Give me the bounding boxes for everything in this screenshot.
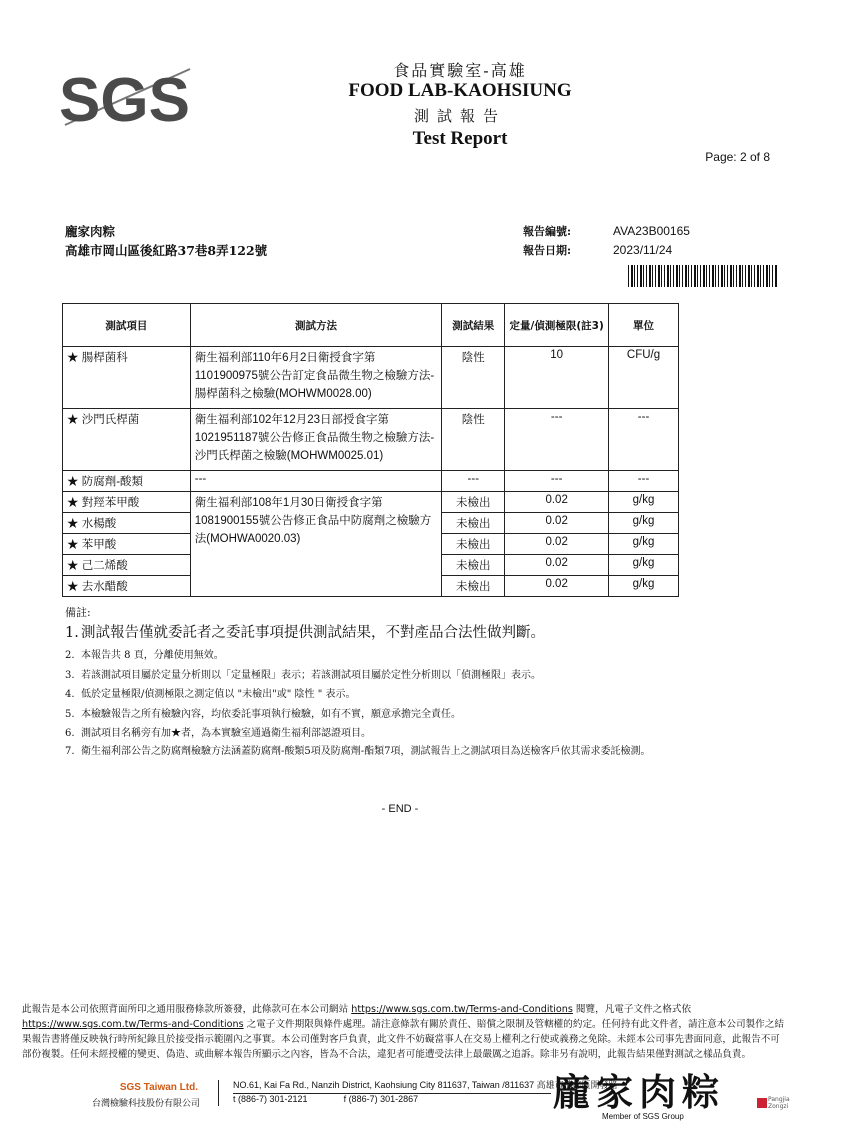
results-table <box>62 303 679 597</box>
header-result: 測試結果 <box>442 304 505 347</box>
row-unit: g/kg <box>609 492 679 513</box>
sgs-logo-text: SGS <box>59 66 190 135</box>
row-limit: 0.02 <box>505 513 609 534</box>
company-name-cn: 台灣檢驗科技股份有限公司 <box>91 1099 200 1109</box>
client-address: 高雄市岡山區後紅路37巷8弄122號 <box>65 243 268 258</box>
report-no-label: 報告編號: <box>523 225 572 238</box>
client-info <box>65 222 267 260</box>
header-method: 測試方法 <box>190 304 442 347</box>
row-method: --- <box>190 471 442 492</box>
notes-list <box>65 620 745 760</box>
client-name: 龐家肉粽 <box>65 224 116 239</box>
row-result: 未檢出 <box>442 492 505 513</box>
row-limit: 10 <box>505 347 609 409</box>
report-date-value: 2023/11/24 <box>613 243 673 257</box>
row-unit: g/kg <box>609 576 679 597</box>
row-result: 未檢出 <box>442 513 505 534</box>
note-item: 4. 低於定量極限/偵測極限之測定值以 "未檢出"或" 陰性 " 表示。 <box>65 689 356 700</box>
row-item: ★ 己二烯酸 <box>63 555 191 576</box>
row-item: ★ 對羥苯甲酸 <box>63 492 191 513</box>
row-result: 未檢出 <box>442 576 505 597</box>
row-limit: 0.02 <box>505 555 609 576</box>
company-name-en: SGS Taiwan Ltd. <box>119 1082 198 1093</box>
end-marker: - END - <box>381 803 419 815</box>
table-header-row <box>63 304 679 347</box>
notes-title: 備註: <box>65 606 91 619</box>
table-row <box>63 471 679 492</box>
note-item: 2. 本報告共 8 頁，分離使用無效。 <box>65 650 224 661</box>
footer-divider <box>218 1080 219 1106</box>
table-row <box>63 492 679 513</box>
report-labels <box>523 222 571 260</box>
group-method: 衛生福利部108年1月30日衛授食字第1081900155號公告修正食品中防腐劑之檢驗方法(MOHWA0020.03) <box>190 492 442 597</box>
row-unit: --- <box>609 409 679 471</box>
note-item: 7. 衛生福利部公告之防腐劑檢驗方法涵蓋防腐劑-酸類5項及防腐劑-酯類7項，測試報告上之測試項目為送檢客戶依其需求委託檢測。 <box>65 745 651 757</box>
lab-title-en: FOOD LAB-KAOHSIUNG <box>348 80 572 101</box>
brand-calligraphy: 龐家肉粽 <box>553 1070 725 1114</box>
note-item: 1. 測試報告僅就委託者之委託事項提供測試結果，不對產品合法性做判斷。 <box>65 625 545 641</box>
row-item: ★ 防腐劑-酸類 <box>63 471 191 492</box>
row-item: ★ 沙門氏桿菌 <box>63 409 191 471</box>
row-limit: 0.02 <box>505 576 609 597</box>
row-method: 衛生福利部110年6月2日衛授食字第1101900975號公告訂定食品微生物之檢驗方法-腸桿菌科之檢驗(MOHWM0028.00) <box>190 347 442 409</box>
company-address: NO.61, Kai Fa Rd., Nanzih District, Kaohsiung City 811637, Taiwan /811637 高雄市楠梓區開發路 t (886-7) 301-2121 f (886-7) 301-2867 <box>233 1080 618 1104</box>
row-unit: --- <box>609 471 679 492</box>
header-item: 測試項目 <box>63 304 191 347</box>
company-tel: t (886-7) 301-2121 <box>233 1094 308 1104</box>
doc-title-en: Test Report <box>412 128 508 149</box>
header-unit: 單位 <box>609 304 679 347</box>
note-item: 5. 本檢驗報告之所有檢驗內容，均依委託事項執行檢驗，如有不實，願意承擔完全責任。 <box>65 708 461 720</box>
report-no-value: AVA23B00165 <box>613 224 690 238</box>
note-item: 6. 測試項目名稱旁有加★者，為本實驗室通過衛生福利部認證項目。 <box>65 728 371 739</box>
row-result: 陰性 <box>442 409 505 471</box>
row-item: ★ 腸桿菌科 <box>63 347 191 409</box>
brand-seal-icon <box>757 1098 767 1108</box>
row-result: 未檢出 <box>442 534 505 555</box>
row-method: 衛生福利部102年12月23日部授食字第1021951187號公告修正食品微生物之檢驗方法-沙門氏桿菌之檢驗(MOHWM0025.01) <box>190 409 442 471</box>
page-number: Page: 2 of 8 <box>705 150 770 164</box>
terms-link[interactable]: https://www.sgs.com.tw/Terms-and-Conditions <box>351 1004 573 1015</box>
report-values <box>613 222 690 260</box>
row-limit: 0.02 <box>505 534 609 555</box>
brand-seal-text: Pangjia Zongzi <box>768 1096 790 1110</box>
row-item: ★ 去水醋酸 <box>63 576 191 597</box>
note-item: 3. 若該測試項目屬於定量分析則以「定量極限」表示；若該測試項目屬於定性分析則以「偵測極限」表示。 <box>65 669 541 681</box>
row-unit: g/kg <box>609 513 679 534</box>
sgs-member-text: Member of SGS Group <box>602 1112 684 1121</box>
header-limit: 定量/偵測極限(註3) <box>505 304 609 347</box>
terms-link[interactable]: https://www.sgs.com.tw/Terms-and-Conditions <box>22 1019 244 1030</box>
row-unit: g/kg <box>609 534 679 555</box>
table-row <box>63 409 679 471</box>
row-item: ★ 苯甲酸 <box>63 534 191 555</box>
row-limit: 0.02 <box>505 492 609 513</box>
lab-title-cn: 食品實驗室-高雄 <box>393 61 527 80</box>
table-row <box>63 347 679 409</box>
row-result: 陰性 <box>442 347 505 409</box>
barcode <box>628 265 778 287</box>
doc-title-cn: 測試報告 <box>413 107 506 125</box>
disclaimer: 此報告是本公司依照背面所印之通用服務條款所簽發，此條款可在本公司網站 https://www.sgs.com.tw/Terms-and-Conditions 閱覽，凡電子文件之格式依 https://www.sgs.com.tw/Terms-and-Conditions 之電子文件期限與條件處理。請注意條款有關於責任、賠償之限制及管轄權的約定。任何持有此文件者，請注意本公司製作之結果報告書將僅反映執行時所紀錄且於接受指示範圍內之事實。本公司僅對客戶負責，此文件不妨礙當事人在交易上權利之行使或義務之免除。未經本公司事先書面同意，此報告不可部份複製。任何未經授權的變更、偽造、或曲解本報告所顯示之內容，皆為不合法，違犯者可能遭受法律上最嚴厲之追訴。除非另有說明，此報告結果僅對測試之樣品負責。 <box>22 1004 784 1060</box>
row-item: ★ 水楊酸 <box>63 513 191 534</box>
row-limit: --- <box>505 409 609 471</box>
row-unit: CFU/g <box>609 347 679 409</box>
row-result: --- <box>442 471 505 492</box>
row-unit: g/kg <box>609 555 679 576</box>
company-fax: f (886-7) 301-2867 <box>343 1094 419 1104</box>
footer-rule <box>233 1093 551 1094</box>
report-date-label: 報告日期: <box>523 244 572 257</box>
row-result: 未檢出 <box>442 555 505 576</box>
row-limit: --- <box>505 471 609 492</box>
